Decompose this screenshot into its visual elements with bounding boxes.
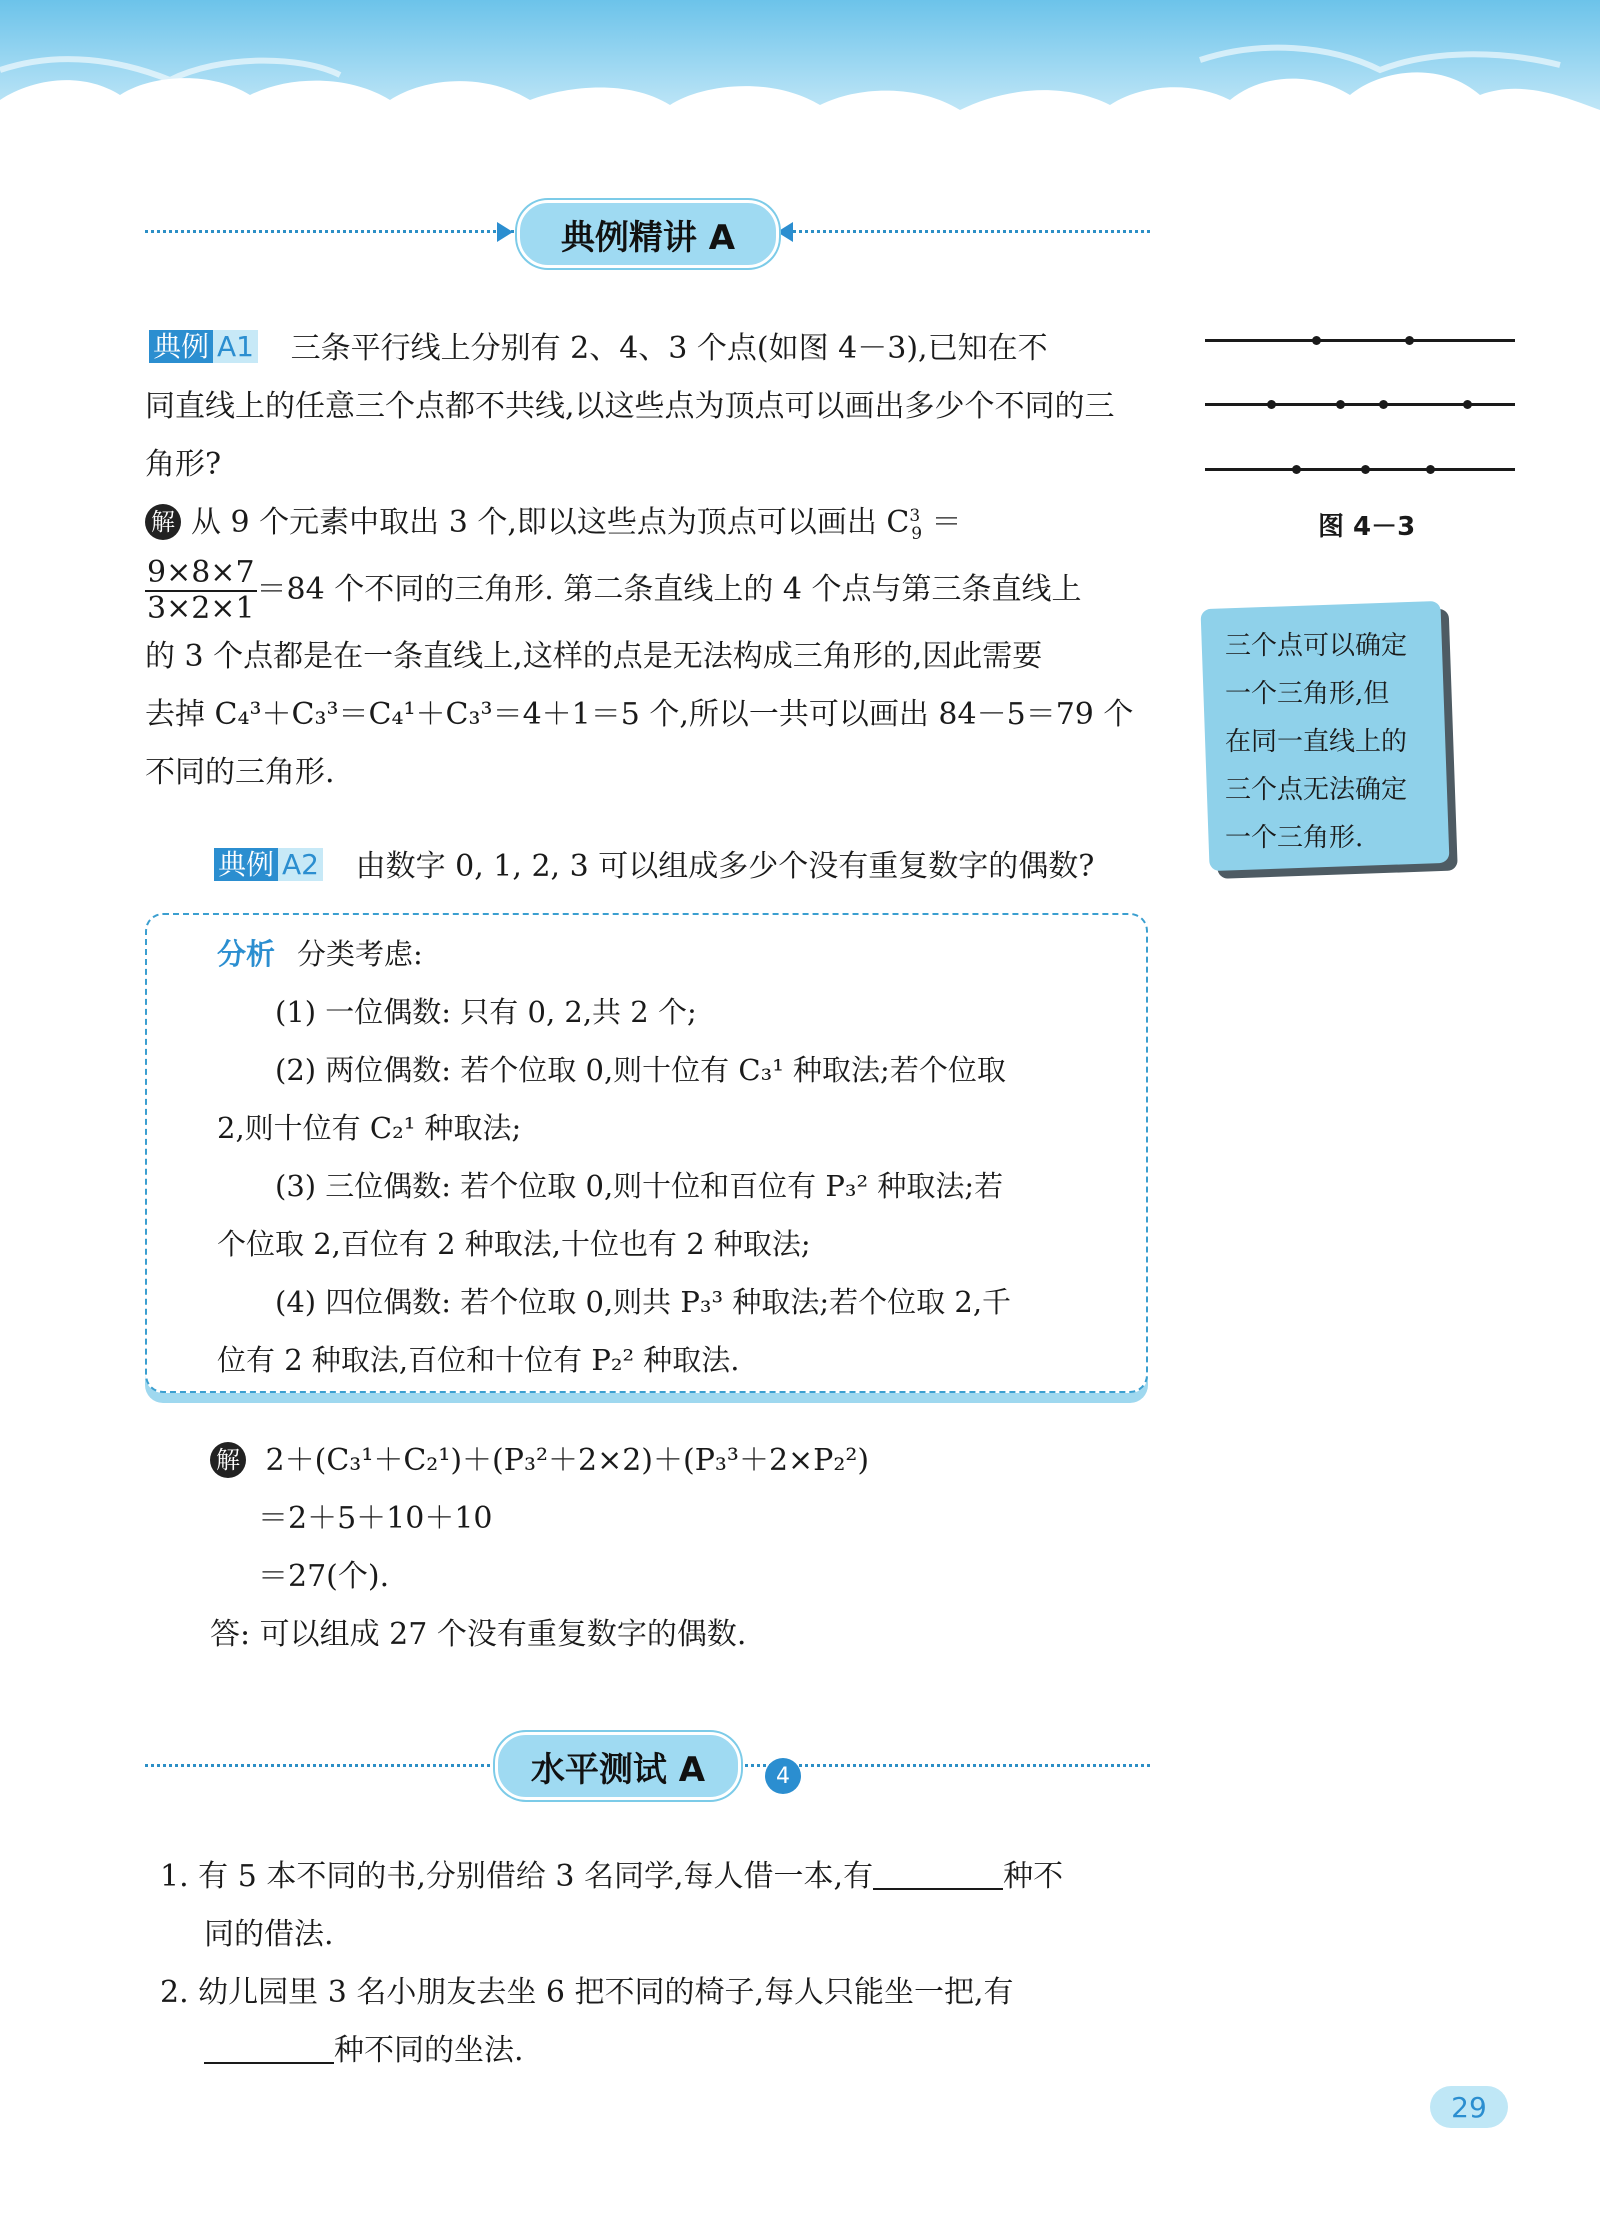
answer: 答: 可以组成 27 个没有重复数字的偶数. <box>210 1617 747 1652</box>
analysis-text: 分析 分类考虑: (1) 一位偶数: 只有 0, 2,共 2 个; (2) 两位偶数: 若个位取 0,则十位有 C₃¹ 种取法;若个位取 2,则十位有 C₂¹ 种取法; (3) 三位偶数: 若个位取 0,则十位和百位有 P₃² 种取法;若 个位取 2,百位有 2 种取法,十位也有 2 种取法; (4) 四位偶数: 若个位取 0,则共 P₃³ 种取法;若个位取 2,千 位有 2 种取法,百位和十位有 P₂² 种取法. <box>217 937 1012 1377</box>
page-number: 29 <box>1430 2086 1508 2128</box>
example-a2-solution: 解 2＋(C₃¹＋C₂¹)＋(P₃²＋2×2)＋(P₃³＋2×P₂²) ＝2＋5＋10＋10 ＝27(个). 答: 可以组成 27 个没有重复数字的偶数. <box>210 1432 1110 1664</box>
example-a1-solution-line1: 解 从 9 个元素中取出 3 个,即以这些点为顶点可以画出 $C^3_9$ ＝ <box>145 494 1155 552</box>
answer-blank[interactable] <box>204 2034 334 2064</box>
point <box>1267 400 1276 409</box>
fraction: $\frac{9\times 8\times 7}{3\times 2\times 1}$ <box>147 555 255 626</box>
example-a1-question-line1: 典例 A1 三条平行线上分别有 2、4、3 个点(如图 4－3),已知在不 <box>145 320 1155 378</box>
solution-mark: 解 <box>145 504 181 540</box>
question-2: 2. 幼儿园里 3 名小朋友去坐 6 把不同的椅子,每人只能坐一把,有 <box>160 1975 1014 2010</box>
example-tag: 典例 A1 <box>145 329 262 365</box>
header-cloud-banner <box>0 0 1600 150</box>
point <box>1292 465 1301 474</box>
example-a1-question-line3: 角形? <box>145 447 222 482</box>
point <box>1463 400 1472 409</box>
point <box>1336 400 1345 409</box>
arrow-left-icon <box>777 222 793 242</box>
section-badge: 4 <box>765 1758 801 1794</box>
example-a1-question-line2: 同直线上的任意三个点都不共线,以这些点为顶点可以画出多少个不同的三 <box>145 389 1115 424</box>
point <box>1405 336 1414 345</box>
question-1: 1. 有 5 本不同的书,分别借给 3 名同学,每人借一本,有 种不 <box>160 1859 1064 1894</box>
example-a1-solution-line5: 不同的三角形. <box>145 755 335 790</box>
question-list: 1. 有 5 本不同的书,分别借给 3 名同学,每人借一本,有 种不 同的借法. 2. 幼儿园里 3 名小朋友去坐 6 把不同的椅子,每人只能坐一把,有 种不同的坐法. <box>160 1848 1160 2080</box>
solution-mark: 解 <box>210 1442 246 1478</box>
arrow-right-icon <box>497 222 513 242</box>
section-header-examples <box>145 196 1150 266</box>
parallel-line <box>1205 468 1515 471</box>
point <box>1361 465 1370 474</box>
example-a1-solution-line4: 去掉 C₄³＋C₃³＝C₄¹＋C₃³＝4＋1＝5 个,所以一共可以画出 84－5＝79 个 <box>145 697 1134 732</box>
parallel-line <box>1205 339 1515 342</box>
point <box>1426 465 1435 474</box>
answer-blank[interactable] <box>873 1860 1003 1890</box>
section-title: 水平测试 A <box>495 1732 741 1800</box>
section-header-test <box>145 1730 1150 1800</box>
example-a1 <box>145 320 1155 802</box>
example-a1-solution-line2: $\frac{9\times 8\times 7}{3\times 2\times 1}$ ＝84 个不同的三角形. 第二条直线上的 4 个点与第三条直线上 <box>147 555 1082 626</box>
example-a1-solution-line3: 的 3 个点都是在一条直线上,这样的点是无法构成三角形的,因此需要 <box>145 639 1043 674</box>
side-note-text: 三个点可以确定 一个三角形,但 在同一直线上的 三个点无法确定 一个三角形. <box>1225 631 1408 853</box>
example-a2-question: 典例 A2 由数字 0, 1, 2, 3 可以组成多少个没有重复数字的偶数? <box>210 838 1170 896</box>
point <box>1312 336 1321 345</box>
point <box>1379 400 1388 409</box>
section-title: 典例精讲 A <box>517 200 779 268</box>
analysis-title: 分析 <box>217 937 276 971</box>
example-tag: 典例 A2 <box>210 847 327 883</box>
figure-caption: 图 4－3 <box>1318 512 1416 542</box>
analysis-box <box>145 913 1148 1403</box>
